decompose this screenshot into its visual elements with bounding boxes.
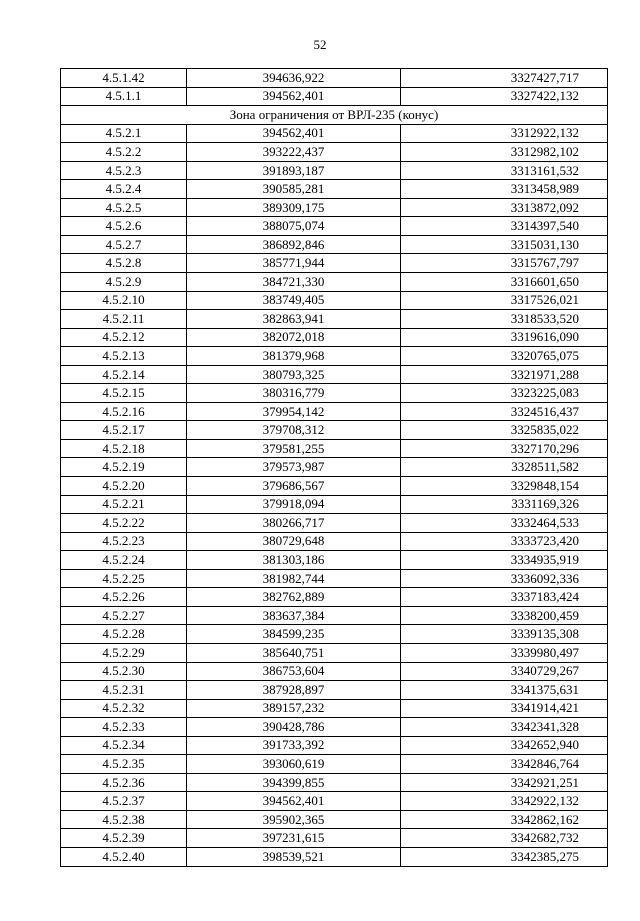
table-row [61, 810, 608, 829]
table-row [61, 439, 608, 458]
table-row [61, 87, 608, 106]
y-coordinate-cell: 3316601,650 [401, 273, 608, 292]
y-coordinate-cell: 3323225,083 [401, 384, 608, 403]
x-coordinate-cell: 379686,567 [187, 477, 401, 496]
point-id-cell: 4.5.2.4 [61, 180, 187, 199]
section-header-row [61, 106, 608, 125]
point-id-cell: 4.5.2.22 [61, 514, 187, 533]
y-coordinate-cell: 3315031,130 [401, 235, 608, 254]
table-row [61, 273, 608, 292]
x-coordinate-cell: 379573,987 [187, 458, 401, 477]
x-coordinate-cell: 394636,922 [187, 69, 401, 88]
point-id-cell: 4.5.1.1 [61, 87, 187, 106]
table-row [61, 124, 608, 143]
x-coordinate-cell: 398539,521 [187, 847, 401, 866]
table-row [61, 847, 608, 866]
point-id-cell: 4.5.2.7 [61, 235, 187, 254]
point-id-cell: 4.5.2.3 [61, 161, 187, 180]
y-coordinate-cell: 3312922,132 [401, 124, 608, 143]
x-coordinate-cell: 389157,232 [187, 699, 401, 718]
y-coordinate-cell: 3342922,132 [401, 792, 608, 811]
point-id-cell: 4.5.2.12 [61, 328, 187, 347]
y-coordinate-cell: 3342846,764 [401, 755, 608, 774]
x-coordinate-cell: 390585,281 [187, 180, 401, 199]
x-coordinate-cell: 384721,330 [187, 273, 401, 292]
y-coordinate-cell: 3342652,940 [401, 736, 608, 755]
page-number: 52 [313, 37, 327, 52]
coordinates-table-body [61, 69, 608, 867]
x-coordinate-cell: 380316,779 [187, 384, 401, 403]
table-row [61, 681, 608, 700]
point-id-cell: 4.5.2.26 [61, 588, 187, 607]
table-row [61, 773, 608, 792]
y-coordinate-cell: 3329848,154 [401, 477, 608, 496]
x-coordinate-cell: 382072,018 [187, 328, 401, 347]
point-id-cell: 4.5.2.28 [61, 625, 187, 644]
x-coordinate-cell: 381379,968 [187, 347, 401, 366]
point-id-cell: 4.5.2.21 [61, 495, 187, 514]
y-coordinate-cell: 3315767,797 [401, 254, 608, 273]
table-row [61, 625, 608, 644]
x-coordinate-cell: 379954,142 [187, 402, 401, 421]
table-row [61, 69, 608, 88]
table-row [61, 569, 608, 588]
x-coordinate-cell: 390428,786 [187, 718, 401, 737]
y-coordinate-cell: 3320765,075 [401, 347, 608, 366]
x-coordinate-cell: 389309,175 [187, 198, 401, 217]
table-row [61, 477, 608, 496]
x-coordinate-cell: 388075,074 [187, 217, 401, 236]
x-coordinate-cell: 394399,855 [187, 773, 401, 792]
point-id-cell: 4.5.2.34 [61, 736, 187, 755]
y-coordinate-cell: 3334935,919 [401, 551, 608, 570]
table-row [61, 662, 608, 681]
point-id-cell: 4.5.2.18 [61, 439, 187, 458]
y-coordinate-cell: 3332464,533 [401, 514, 608, 533]
y-coordinate-cell: 3318533,520 [401, 310, 608, 329]
point-id-cell: 4.5.2.9 [61, 273, 187, 292]
y-coordinate-cell: 3327427,717 [401, 69, 608, 88]
point-id-cell: 4.5.2.35 [61, 755, 187, 774]
point-id-cell: 4.5.2.25 [61, 569, 187, 588]
point-id-cell: 4.5.2.6 [61, 217, 187, 236]
x-coordinate-cell: 391893,187 [187, 161, 401, 180]
y-coordinate-cell: 3328511,582 [401, 458, 608, 477]
x-coordinate-cell: 386892,846 [187, 235, 401, 254]
point-id-cell: 4.5.2.37 [61, 792, 187, 811]
x-coordinate-cell: 395902,365 [187, 810, 401, 829]
y-coordinate-cell: 3317526,021 [401, 291, 608, 310]
table-row [61, 402, 608, 421]
table-row [61, 180, 608, 199]
table-row [61, 291, 608, 310]
y-coordinate-cell: 3339135,308 [401, 625, 608, 644]
x-coordinate-cell: 394562,401 [187, 87, 401, 106]
point-id-cell: 4.5.2.33 [61, 718, 187, 737]
point-id-cell: 4.5.2.32 [61, 699, 187, 718]
x-coordinate-cell: 387928,897 [187, 681, 401, 700]
table-row [61, 161, 608, 180]
x-coordinate-cell: 393060,619 [187, 755, 401, 774]
table-row [61, 198, 608, 217]
table-row [61, 365, 608, 384]
table-row [61, 532, 608, 551]
y-coordinate-cell: 3331169,326 [401, 495, 608, 514]
table-row [61, 718, 608, 737]
point-id-cell: 4.5.2.38 [61, 810, 187, 829]
table-row [61, 643, 608, 662]
y-coordinate-cell: 3333723,420 [401, 532, 608, 551]
x-coordinate-cell: 394562,401 [187, 792, 401, 811]
x-coordinate-cell: 379708,312 [187, 421, 401, 440]
x-coordinate-cell: 381982,744 [187, 569, 401, 588]
point-id-cell: 4.5.2.16 [61, 402, 187, 421]
table-row [61, 458, 608, 477]
x-coordinate-cell: 385640,751 [187, 643, 401, 662]
x-coordinate-cell: 384599,235 [187, 625, 401, 644]
y-coordinate-cell: 3342682,732 [401, 829, 608, 848]
y-coordinate-cell: 3342385,275 [401, 847, 608, 866]
x-coordinate-cell: 391733,392 [187, 736, 401, 755]
coordinates-table [60, 68, 608, 867]
y-coordinate-cell: 3341375,631 [401, 681, 608, 700]
x-coordinate-cell: 385771,944 [187, 254, 401, 273]
y-coordinate-cell: 3325835,022 [401, 421, 608, 440]
point-id-cell: 4.5.2.11 [61, 310, 187, 329]
y-coordinate-cell: 3321971,288 [401, 365, 608, 384]
point-id-cell: 4.5.2.23 [61, 532, 187, 551]
x-coordinate-cell: 382762,889 [187, 588, 401, 607]
x-coordinate-cell: 383637,384 [187, 606, 401, 625]
table-row [61, 384, 608, 403]
table-row [61, 588, 608, 607]
y-coordinate-cell: 3342341,328 [401, 718, 608, 737]
y-coordinate-cell: 3319616,090 [401, 328, 608, 347]
y-coordinate-cell: 3337183,424 [401, 588, 608, 607]
table-row [61, 235, 608, 254]
x-coordinate-cell: 379918,094 [187, 495, 401, 514]
table-row [61, 310, 608, 329]
table-row [61, 755, 608, 774]
point-id-cell: 4.5.2.14 [61, 365, 187, 384]
point-id-cell: 4.5.2.36 [61, 773, 187, 792]
point-id-cell: 4.5.2.20 [61, 477, 187, 496]
point-id-cell: 4.5.2.17 [61, 421, 187, 440]
table-row [61, 143, 608, 162]
point-id-cell: 4.5.2.39 [61, 829, 187, 848]
section-title: Зона ограничения от ВРЛ-235 (конус) [61, 106, 608, 125]
table-row [61, 347, 608, 366]
table-row [61, 514, 608, 533]
table-row [61, 551, 608, 570]
x-coordinate-cell: 381303,186 [187, 551, 401, 570]
x-coordinate-cell: 386753,604 [187, 662, 401, 681]
y-coordinate-cell: 3314397,540 [401, 217, 608, 236]
y-coordinate-cell: 3313872,092 [401, 198, 608, 217]
point-id-cell: 4.5.2.1 [61, 124, 187, 143]
table-row [61, 421, 608, 440]
x-coordinate-cell: 397231,615 [187, 829, 401, 848]
table-row [61, 792, 608, 811]
table-row [61, 829, 608, 848]
y-coordinate-cell: 3312982,102 [401, 143, 608, 162]
x-coordinate-cell: 394562,401 [187, 124, 401, 143]
x-coordinate-cell: 393222,437 [187, 143, 401, 162]
y-coordinate-cell: 3313161,532 [401, 161, 608, 180]
y-coordinate-cell: 3338200,459 [401, 606, 608, 625]
table-row [61, 217, 608, 236]
point-id-cell: 4.5.2.15 [61, 384, 187, 403]
x-coordinate-cell: 380793,325 [187, 365, 401, 384]
point-id-cell: 4.5.2.2 [61, 143, 187, 162]
table-row [61, 254, 608, 273]
y-coordinate-cell: 3342921,251 [401, 773, 608, 792]
x-coordinate-cell: 380266,717 [187, 514, 401, 533]
point-id-cell: 4.5.2.40 [61, 847, 187, 866]
x-coordinate-cell: 379581,255 [187, 439, 401, 458]
y-coordinate-cell: 3313458,989 [401, 180, 608, 199]
point-id-cell: 4.5.2.27 [61, 606, 187, 625]
y-coordinate-cell: 3339980,497 [401, 643, 608, 662]
table-row [61, 699, 608, 718]
table-row [61, 495, 608, 514]
point-id-cell: 4.5.1.42 [61, 69, 187, 88]
y-coordinate-cell: 3340729,267 [401, 662, 608, 681]
y-coordinate-cell: 3324516,437 [401, 402, 608, 421]
point-id-cell: 4.5.2.30 [61, 662, 187, 681]
y-coordinate-cell: 3341914,421 [401, 699, 608, 718]
y-coordinate-cell: 3336092,336 [401, 569, 608, 588]
point-id-cell: 4.5.2.19 [61, 458, 187, 477]
point-id-cell: 4.5.2.10 [61, 291, 187, 310]
table-row [61, 736, 608, 755]
table-row [61, 328, 608, 347]
x-coordinate-cell: 383749,405 [187, 291, 401, 310]
x-coordinate-cell: 380729,648 [187, 532, 401, 551]
point-id-cell: 4.5.2.31 [61, 681, 187, 700]
table-row [61, 606, 608, 625]
point-id-cell: 4.5.2.5 [61, 198, 187, 217]
point-id-cell: 4.5.2.24 [61, 551, 187, 570]
point-id-cell: 4.5.2.29 [61, 643, 187, 662]
y-coordinate-cell: 3342862,162 [401, 810, 608, 829]
x-coordinate-cell: 382863,941 [187, 310, 401, 329]
point-id-cell: 4.5.2.13 [61, 347, 187, 366]
y-coordinate-cell: 3327170,296 [401, 439, 608, 458]
point-id-cell: 4.5.2.8 [61, 254, 187, 273]
y-coordinate-cell: 3327422,132 [401, 87, 608, 106]
